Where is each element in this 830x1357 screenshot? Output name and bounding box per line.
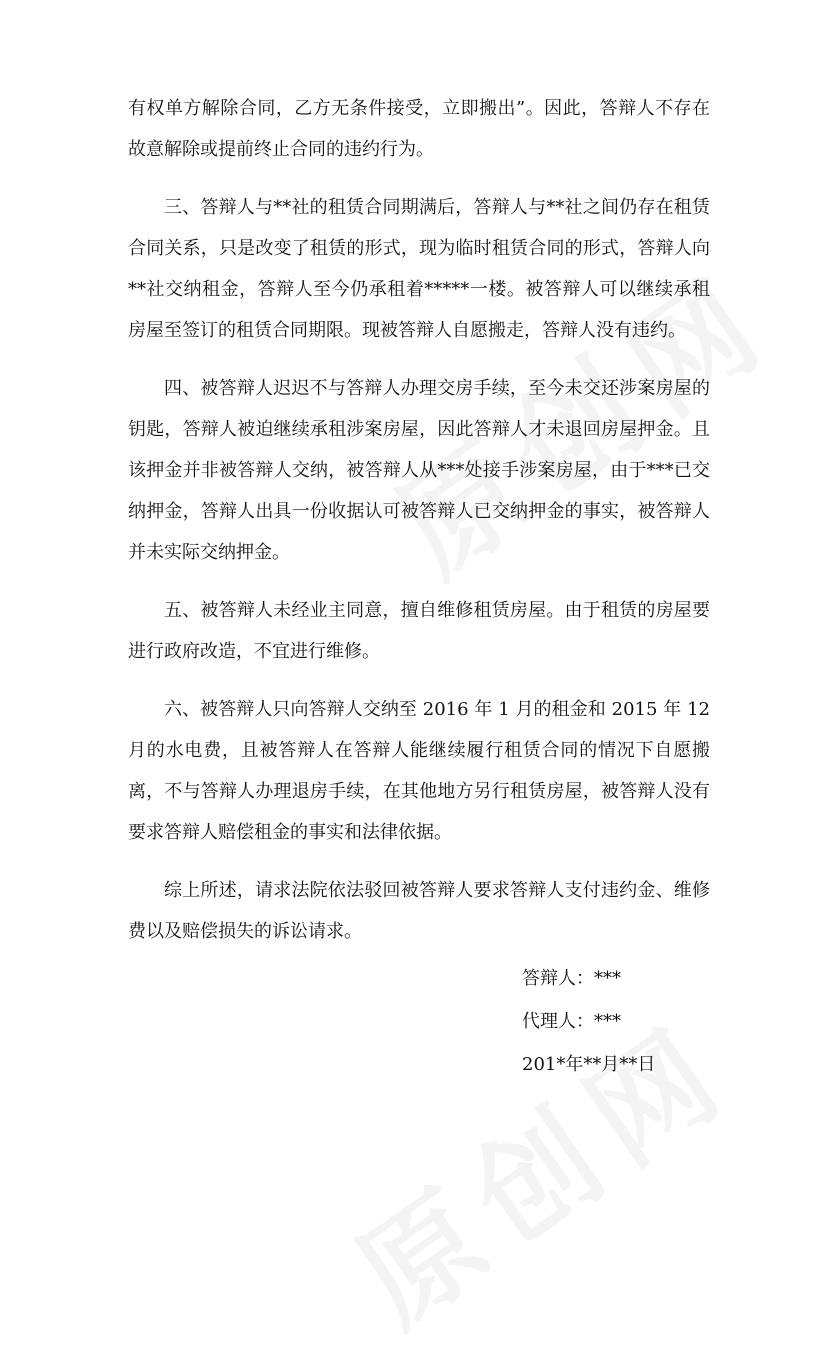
paragraph-point-5: 五、被答辩人未经业主同意，擅自维修租赁房屋。由于租赁的房屋要进行政府改造，不宜进行维修。 <box>128 600 710 662</box>
respondent-signature: 答辩人：*** <box>522 968 621 989</box>
paragraph-continuation: 有权单方解除合同，乙方无条件接受，立即搬出”。因此，答辩人不存在故意解除或提前终止合同的违约行为。 <box>128 98 710 160</box>
signature-block <box>522 958 655 1087</box>
paragraph-point-6: 六、被答辩人只向答辩人交纳至 2016 年 1 月的租金和 2015 年 12 月的水电费，且被答辩人在答辩人能继续履行租赁合同的情况下自愿搬离，不与答辩人办理退房手续，在其他地方另行租赁房屋，被答辩人没有要求答辩人赔偿租金的事实和法律依据。 <box>128 699 710 843</box>
paragraph-conclusion: 综上所述，请求法院依法驳回被答辩人要求答辩人支付违约金、维修费以及赔偿损失的诉讼请求。 <box>128 880 710 942</box>
paragraph-point-4: 四、被答辩人迟迟不与答辩人办理交房手续，至今未交还涉案房屋的钥匙，答辩人被迫继续承租涉案房屋，因此答辩人才未退回房屋押金。且该押金并非被答辩人交纳，被答辩人从***处接手涉案房屋，由于***已交纳押金，答辩人出具一份收据认可被答辩人已交纳押金的事实，被答辩人并未实际交纳押金。 <box>128 378 710 563</box>
signature-date: 201*年**月**日 <box>522 1054 656 1075</box>
agent-signature: 代理人：*** <box>522 1011 621 1032</box>
document-body <box>128 88 710 969</box>
paragraph-point-3: 三、答辩人与**社的租赁合同期满后，答辩人与**社之间仍存在租赁合同关系，只是改变了租赁的形式，现为临时租赁合同的形式，答辩人向**社交纳租金，答辩人至今仍承租着*****一楼。被答辩人可以继续承租房屋至签订的租赁合同期限。现被答辩人自愿搬走，答辩人没有违约。 <box>128 197 710 341</box>
